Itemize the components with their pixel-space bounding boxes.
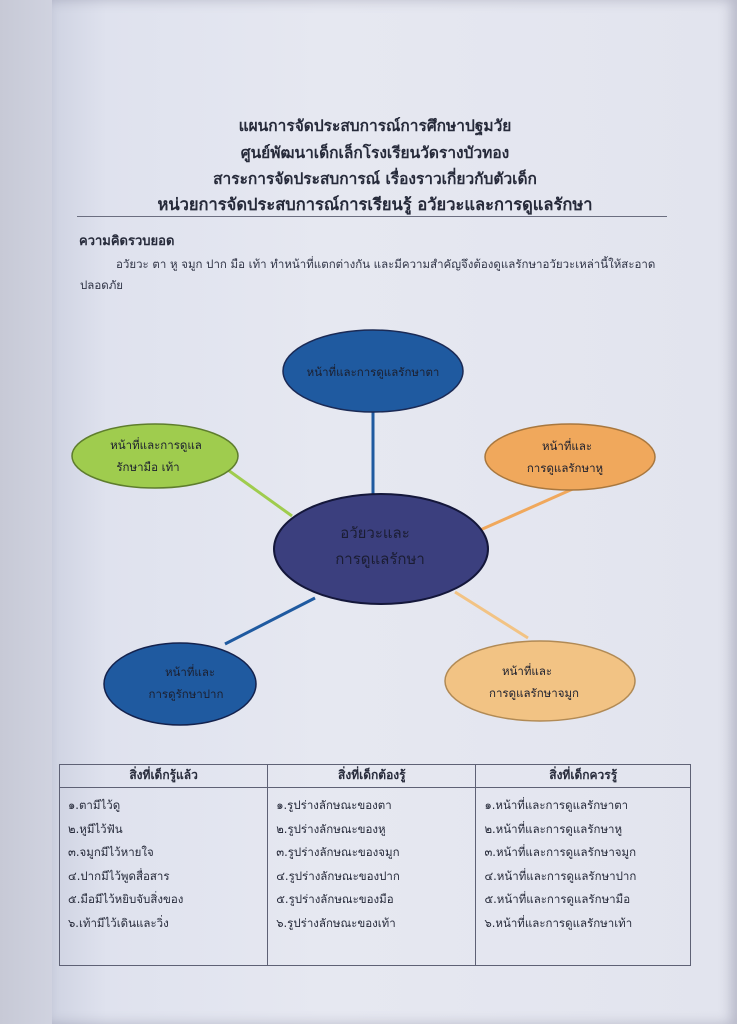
node-center xyxy=(274,494,488,604)
list-item: ๓.รูปร่างลักษณะของจมูก xyxy=(276,845,400,859)
list-item: ๕.หน้าที่และการดูแลรักษามือ xyxy=(484,892,631,906)
concept-text: อวัยวะ ตา หู จมูก ปาก มือ เท้า ทำหน้าที่แตกต่างกัน และมีความสำคัญจึงต้องดูแลรักษาอวัยวะเหล่านี้ให้สะอาดปลอดภัย xyxy=(80,257,656,292)
list-item: ๓.จมูกมีไว้หายใจ xyxy=(68,845,154,859)
node-nose-label-2: การดูแลรักษาจมูก xyxy=(489,686,579,700)
list-item: ๔.รูปร่างลักษณะของปาก xyxy=(276,868,400,883)
node-hands-label-2: รักษามือ เท้า xyxy=(116,460,180,474)
node-ear xyxy=(485,424,655,490)
connector-nose xyxy=(455,592,528,638)
list-item: ๑.รูปร่างลักษณะของตา xyxy=(276,798,392,812)
connector-hands xyxy=(228,470,292,516)
header-line-1: แผนการจัดประสบการณ์การศึกษาปฐมวัย xyxy=(238,117,512,135)
col-must-know xyxy=(268,788,476,966)
learning-goals-table xyxy=(59,764,691,966)
node-nose-label-1: หน้าที่และ xyxy=(501,664,553,678)
node-mouth-shape xyxy=(104,643,256,725)
connector-ear xyxy=(478,488,575,531)
node-ear-shape xyxy=(485,424,655,490)
node-center-shape xyxy=(274,494,488,604)
node-ear-label-1: หน้าที่และ xyxy=(541,439,593,453)
center-label-2: การดูแลรักษา xyxy=(335,550,425,568)
node-nose xyxy=(445,641,635,721)
header-known: สิ่งที่เด็กรู้แล้ว xyxy=(60,765,268,788)
list-item: ๒.หน้าที่และการดูแลรักษาหู xyxy=(484,821,623,836)
node-ear-label-2: การดูแลรักษาหู xyxy=(526,461,604,475)
center-label-1: อวัยวะและ xyxy=(340,524,410,542)
node-mouth-label-2: การดูรักษาปาก xyxy=(148,687,224,701)
node-eye-label: หน้าที่และการดูแลรักษาตา xyxy=(306,365,440,379)
list-item: ๓.หน้าที่และการดูแลรักษาจมูก xyxy=(484,845,637,859)
table-row xyxy=(60,788,691,966)
node-hands-feet xyxy=(72,424,238,488)
col-known xyxy=(60,788,268,966)
header-divider xyxy=(77,216,667,217)
col-should-know xyxy=(476,788,691,966)
header-line-4: หน่วยการจัดประสบการณ์การเรียนรู้ อวัยวะและการดูแลรักษา xyxy=(157,195,593,214)
node-eye xyxy=(283,330,463,412)
node-hands-label-1: หน้าที่และการดูแล xyxy=(110,438,202,452)
mind-map xyxy=(0,320,737,740)
node-mouth xyxy=(104,643,256,725)
list-item: ๒.หูมีไว้ฟัน xyxy=(68,821,123,836)
header-line-3: สาระการจัดประสบการณ์ เรื่องราวเกี่ยวกับตัวเด็ก xyxy=(213,170,537,188)
list-item: ๔.หน้าที่และการดูแลรักษาปาก xyxy=(484,868,637,883)
node-nose-shape xyxy=(445,641,635,721)
header-should-know: สิ่งที่เด็กควรรู้ xyxy=(476,765,691,788)
table-header-row xyxy=(60,765,691,788)
node-hands-feet-shape xyxy=(72,424,238,488)
node-mouth-label-1: หน้าที่และ xyxy=(164,665,216,679)
header-must-know: สิ่งที่เด็กต้องรู้ xyxy=(268,765,476,788)
list-item: ๑.ตามีไว้ดู xyxy=(68,798,121,812)
list-item: ๔.ปากมีไว้พูดสื่อสาร xyxy=(68,868,170,883)
header-line-2: ศูนย์พัฒนาเด็กเล็กโรงเรียนวัดรางบัวทอง xyxy=(240,144,510,162)
list-item: ๕.มือมีไว้หยิบจับสิ่งของ xyxy=(68,892,184,906)
list-item: ๑.หน้าที่และการดูแลรักษาตา xyxy=(484,798,629,812)
connector-mouth xyxy=(225,598,315,644)
list-item: ๒.รูปร่างลักษณะของหู xyxy=(276,821,386,836)
list-item: ๕.รูปร่างลักษณะของมือ xyxy=(276,892,394,906)
concept-title: ความคิดรวบยอด xyxy=(79,234,175,249)
list-item: ๖.หน้าที่และการดูแลรักษาเท้า xyxy=(484,915,633,930)
list-item: ๖.เท้ามีไว้เดินและวิ่ง xyxy=(68,915,169,930)
list-item: ๖.รูปร่างลักษณะของเท้า xyxy=(276,915,396,930)
